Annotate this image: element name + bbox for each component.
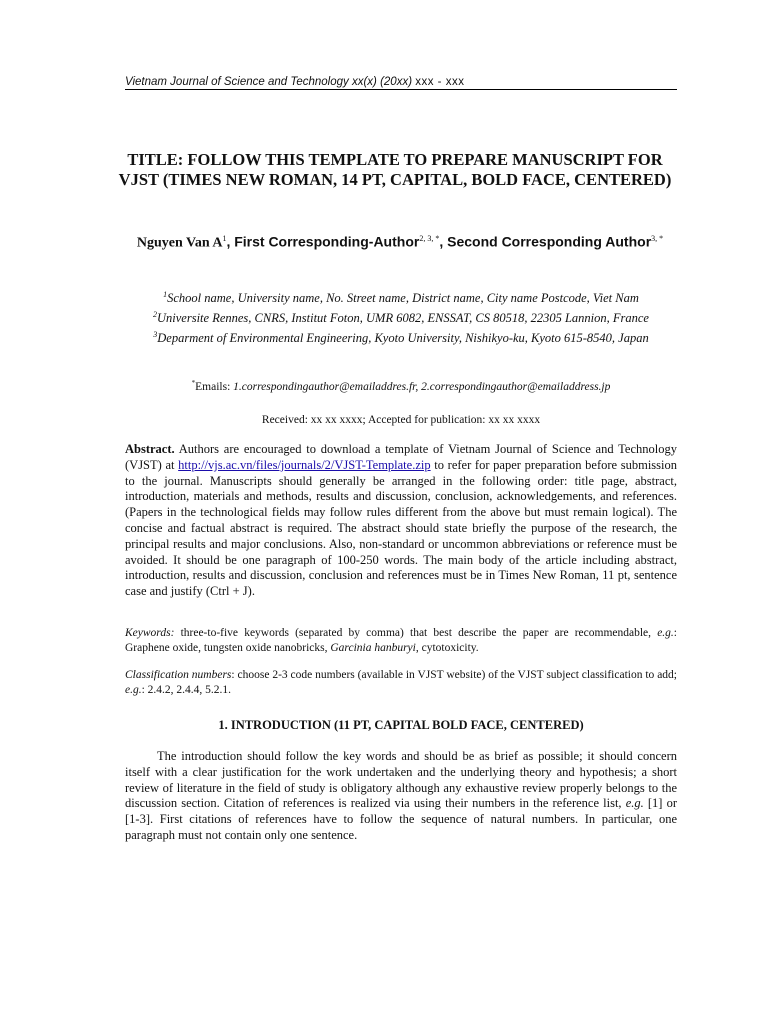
affiliation-number: 3 [153, 329, 158, 339]
keywords [125, 626, 677, 656]
email-label: Emails: [195, 380, 234, 393]
keywords-species: Garcinia hanburyi [330, 642, 416, 654]
intro-eg: e.g. [625, 796, 644, 811]
author-2-affil: 2, 3, * [419, 234, 440, 243]
received-dates: Received: xx xx xxxx; Accepted for publication: xx xx xxxx [261, 414, 541, 426]
affiliation-text: Deparment of Environmental Engineering, Kyoto University, Nishikyo-ku, Kyoto 615-8540, Japan [157, 331, 649, 346]
affiliation-2 [125, 307, 677, 327]
section-heading: 1. INTRODUCTION (11 PT, CAPITAL BOLD FACE, CENTERED) [218, 718, 584, 732]
journal-issue: (x) (20xx) [363, 76, 416, 88]
affiliations [125, 287, 677, 347]
paper-title: TITLE: FOLLOW THIS TEMPLATE TO PREPARE MANUSCRIPT FOR VJST (TIMES NEW ROMAN, 14 PT, CAPITAL, BOLD FACE, CENTERED) [118, 150, 672, 189]
author-1-affil: 1 [222, 234, 227, 243]
author-list [130, 229, 670, 253]
corresponding-emails [125, 376, 677, 395]
template-link[interactable]: http://vjs.ac.vn/files/journals/2/VJST-Template.zip [178, 457, 431, 472]
affiliation-number: 1 [163, 290, 168, 299]
classification-text: : 2.4.2, 2.4.4, 5.2.1. [141, 684, 232, 696]
author-3-affil: 3, * [651, 234, 664, 243]
author-separator: , [226, 233, 235, 250]
keywords-eg: e.g. [657, 627, 674, 639]
abstract-text: Authors are encouraged to download a template of Vietnam Journal of Science and Technology (VJST) at [125, 442, 677, 472]
author-3: Second Corresponding Author [447, 233, 652, 250]
keywords-text: : Graphene oxide, tungsten oxide nanobricks, [125, 627, 677, 654]
affiliation-text: Universite Rennes, CNRS, Institut Foton, UMR 6082, ENSSAT, CS 80518, 22305 Lannion, France [157, 311, 649, 326]
intro-text: [1] or [1-3]. First citations of references have to follow the sequence of natural numbers. In particular, one paragraph must not contain only one sentence. [125, 796, 677, 842]
journal-volume: xx [351, 76, 364, 88]
email-addresses[interactable]: 1.correspondingauthor@emailaddres.fr, 2.correspondingauthor@emailaddress.jp [233, 380, 611, 393]
intro-text: The introduction should follow the key words and should be as brief as possible; it should concern itself with a clear justification for the work undertaken and the underlying theory and hypothesis; a short review of literature in the field of study is obligatory although any exhaustive review properly belongs to the discussion section. Citation of references is realized via using their numbers in the reference list, [125, 749, 677, 811]
email-marker: * [191, 379, 196, 387]
classification-label: Classification numbers [125, 669, 232, 681]
keywords-text: three-to-five keywords (separated by comma) that best describe the paper are recommendable, [174, 627, 658, 639]
affiliation-3 [125, 327, 677, 347]
affiliation-1 [125, 287, 677, 307]
author-2: First Corresponding-Author [234, 233, 420, 250]
affiliation-text: School name, University name, No. Street name, District name, City name Postcode, Viet Nam [167, 291, 639, 306]
running-header [125, 76, 677, 90]
introduction-paragraph [125, 749, 677, 844]
classification-text: : choose 2-3 code numbers (available in VJST website) of the VJST subject classification to add; [231, 669, 677, 681]
classification-numbers [125, 668, 677, 698]
abstract [125, 442, 677, 600]
affiliation-number: 2 [153, 309, 157, 319]
classification-eg: e.g. [125, 684, 142, 696]
abstract-label: Abstract. [125, 442, 175, 456]
abstract-text: to refer for paper preparation before submission to the journal. Manuscripts should generally be arranged in the following order: title page, abstract, introduction, materials and methods, results and discussion, conclusion, acknowledgements, and references. (Papers in the technological fields may follow rules different from the above but must remain logical). The concise and factual abstract is required. The abstract should state briefly the purpose of the research, the principal results and major conclusions. Also, non-standard or uncommon abbreviations or reference must be avoided. It should be one paragraph of 100-250 words. The main body of the article including abstract, introduction, results and discussion, conclusion and references must be in Times New Roman, 11 pt, sentence case and justify (Ctrl + J). [125, 457, 677, 599]
keywords-text: , cytotoxicity. [415, 642, 479, 654]
author-1: Nguyen Van A [136, 235, 223, 251]
journal-name: Vietnam Journal of Science and Technology [125, 76, 352, 88]
journal-pages: xxx - xxx [415, 76, 465, 88]
keywords-label: Keywords: [125, 627, 175, 639]
author-separator: , [439, 233, 448, 250]
